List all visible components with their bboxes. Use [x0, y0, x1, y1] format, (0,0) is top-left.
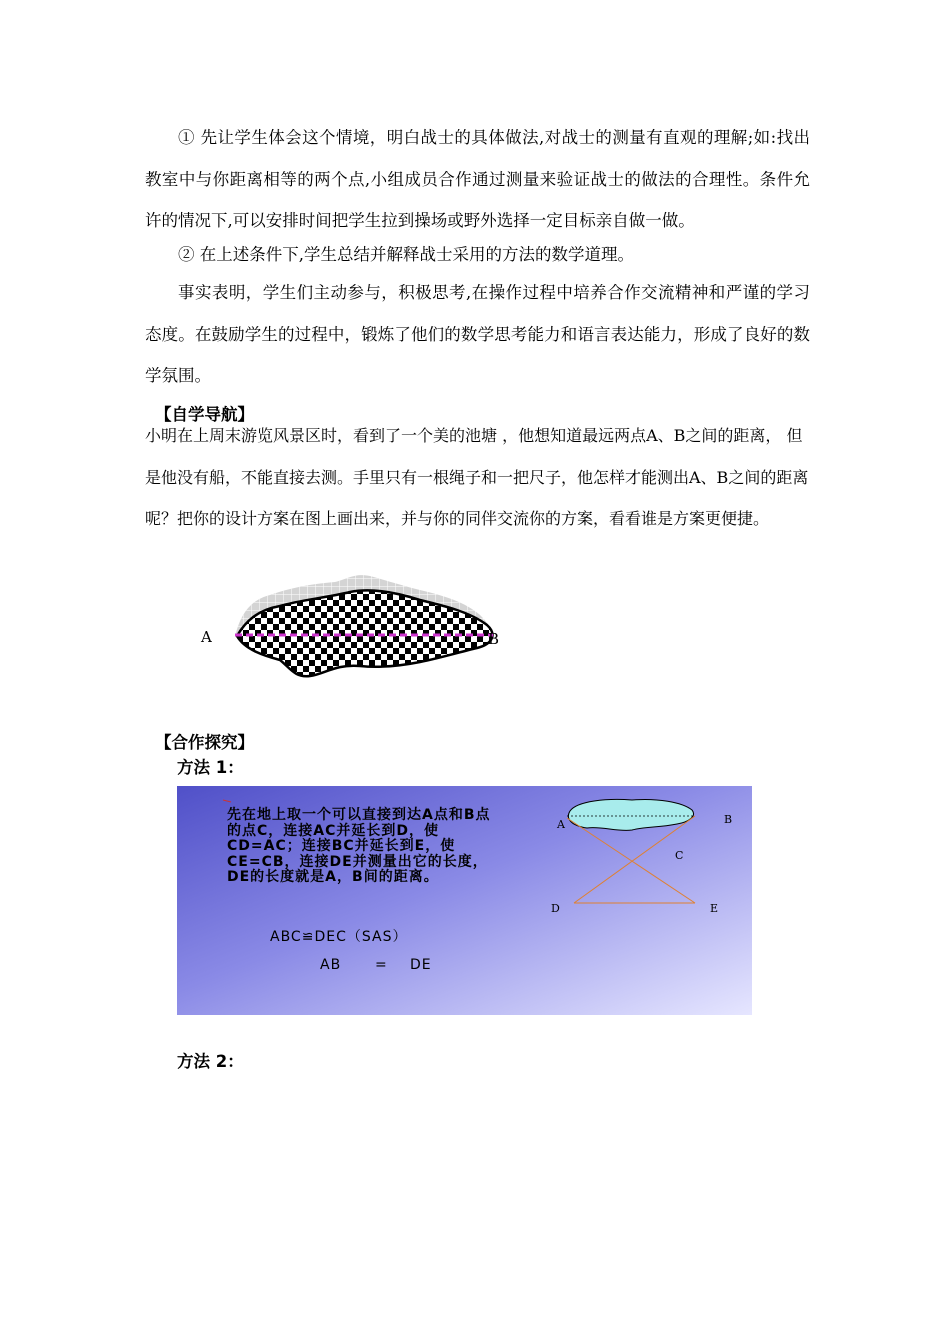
- slide-label-d: D: [551, 902, 560, 915]
- slide-label-c: C: [675, 849, 684, 862]
- pond-label-b: B: [488, 630, 500, 648]
- slide-method-text: 先在地上取一个可以直接到达A点和B点的点C，连接AC并延长到D，使CD=AC；连接BC并延长到E，使CE=CB，连接DE并测量出它的长度，DE的长度就是A，B间的距离。: [227, 807, 491, 885]
- method2-label: 方法 2：: [177, 1052, 244, 1071]
- paragraph-1: ① 先让学生体会这个情境，明白战士的具体做法,对战士的测量有直观的理解;如:找出教室中与你距离相等的两个点,小组成员合作通过测量来验证战士的做法的合理性。条件允许的情况下,可以安排时间把学生拉到操场或野外选择一定目标亲自做一做。: [145, 128, 810, 230]
- slide-congruence: ABC≌DEC（SAS）: [270, 929, 408, 945]
- pond-figure: [195, 570, 515, 685]
- paragraph-2: ② 在上述条件下,学生总结并解释战士采用的方法的数学道理。: [178, 245, 634, 264]
- slide-equation-right: DE: [410, 957, 432, 973]
- slide-label-b: B: [724, 813, 733, 826]
- slide-equation-eq: =: [375, 957, 388, 973]
- paragraph-3: 事实表明，学生们主动参与，积极思考,在操作过程中培养合作交流精神和严谨的学习态度。在鼓励学生的过程中，锻炼了他们的数学思考能力和语言表达能力，形成了良好的数学氛围。: [145, 283, 810, 385]
- slide-label-a: A: [557, 818, 565, 831]
- pond-svg: [195, 570, 515, 685]
- self-study-heading: 【自学导航】: [155, 405, 254, 424]
- self-study-text: 小明在上周末游览风景区时，看到了一个美的池塘 ，他想知道最远两点A、B之间的距离， 但是他没有船，不能直接去测。手里只有一根绳子和一把尺子，他怎样才能测出A、B之间的距离呢？把你的设计方案在图上画出来，并与你的同伴交流你的方案，看看谁是方案更便捷。: [145, 426, 809, 528]
- slide-label-e: E: [710, 902, 719, 915]
- method1-label: 方法 1：: [177, 758, 244, 777]
- cooperation-heading: 【合作探究】: [155, 733, 254, 752]
- pond-label-a: A: [201, 628, 212, 646]
- method1-slide: [177, 786, 752, 1015]
- slide-equation-left: AB: [320, 957, 342, 973]
